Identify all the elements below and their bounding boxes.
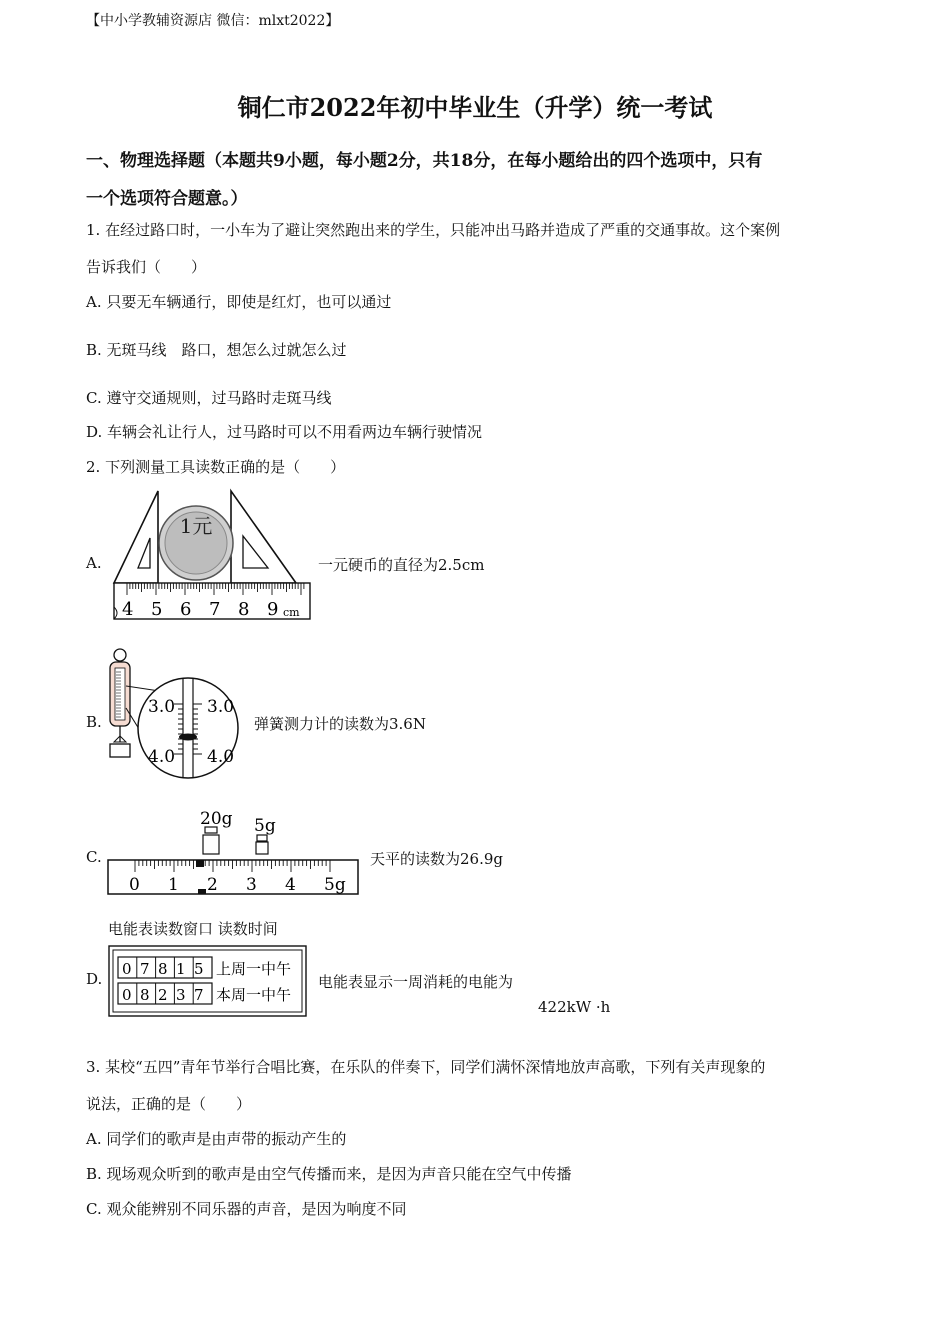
beam-num-0: 0 xyxy=(129,875,140,895)
q3-option-a: A. 同学们的歌声是由声带的振动产生的 xyxy=(86,1130,347,1148)
weight-5g-icon xyxy=(256,842,268,854)
meter-row1-digit-2: 7 xyxy=(140,960,150,978)
meter-row2-digit-3: 2 xyxy=(158,986,168,1004)
q1-option-b: B. 无斑马线 路口，想怎么过就怎么过 xyxy=(86,341,347,359)
q3-option-b: B. 现场观众听到的歌声是由空气传播而来，是因为声音只能在空气中传播 xyxy=(86,1165,572,1183)
q2-option-d-value: 422kW ·h xyxy=(538,998,611,1016)
q2-option-a-label: A. xyxy=(86,554,102,572)
spring-scale-figure xyxy=(104,646,250,786)
coin-ruler-figure xyxy=(106,488,318,624)
q2-option-c-text: 天平的读数为26.9g xyxy=(370,850,504,868)
ruler-num-5: 5 xyxy=(151,599,163,620)
meter-row1-digit-3: 8 xyxy=(158,960,168,978)
weight-label-5g: 5g xyxy=(254,816,276,836)
scale-weight xyxy=(110,744,130,757)
q1-stem-line2: 告诉我们（ ） xyxy=(86,258,207,276)
rider-top xyxy=(196,860,204,867)
scale-label-bottom-left: 4.0 xyxy=(148,747,176,767)
meter-caption: 电能表读数窗口 读数时间 xyxy=(108,920,278,938)
balance-beam xyxy=(108,860,358,894)
q2-option-d-label: D. xyxy=(86,970,103,988)
scale-hook-top xyxy=(114,649,126,661)
q2-option-d-text: 电能表显示一周消耗的电能为 xyxy=(318,973,514,991)
beam-num-2: 2 xyxy=(207,875,218,895)
meter-row1-digit-4: 1 xyxy=(176,960,186,978)
ruler-num-6: 6 xyxy=(180,599,192,620)
beam-num-4: 4 xyxy=(285,875,296,895)
ruler-num-4: 4 xyxy=(122,599,134,620)
electricity-meter-figure xyxy=(107,944,309,1018)
q2-option-b-label: B. xyxy=(86,713,102,731)
q2-option-a-text: 一元硬币的直径为2.5cm xyxy=(318,556,485,574)
coin-label: 1元 xyxy=(179,514,213,538)
q1-option-c: C. 遵守交通规则，过马路时走斑马线 xyxy=(86,389,332,407)
q3-option-c: C. 观众能辨别不同乐器的声音，是因为响度不同 xyxy=(86,1200,407,1218)
scale-label-bottom-right: 4.0 xyxy=(207,747,235,767)
scale-label-top-right: 3.0 xyxy=(207,697,235,717)
scale-label-top-left: 3.0 xyxy=(148,697,176,717)
q1-option-d: D. 车辆会礼让行人，过马路时可以不用看两边车辆行驶情况 xyxy=(86,423,483,441)
page-title: 铜仁市2022年初中毕业生（升学）统一考试 xyxy=(237,93,713,122)
weight-20g-icon xyxy=(203,835,219,854)
meter-row2-digit-2: 8 xyxy=(140,986,150,1004)
balance-figure xyxy=(104,804,366,900)
beam-num-1: 1 xyxy=(168,875,179,895)
ruler-unit: cm xyxy=(283,606,300,619)
scale-pointer xyxy=(179,734,197,741)
q2-stem: 2. 下列测量工具读数正确的是（ ） xyxy=(86,458,346,476)
q2-option-b-text: 弹簧测力计的读数为3.6N xyxy=(254,715,426,733)
beam-num-5g: 5g xyxy=(324,875,346,895)
meter-row2-digit-4: 3 xyxy=(176,986,186,1004)
ruler-num-7: 7 xyxy=(209,599,221,620)
weight-label-20g: 20g xyxy=(200,809,233,829)
meter-row1-digit-5: 5 xyxy=(194,960,204,978)
q3-stem-line1: 3. 某校“五四”青年节举行合唱比赛，在乐队的伴奏下，同学们满怀深情地放声高歌，下列有关声现象的 xyxy=(86,1058,766,1076)
left-triangle xyxy=(114,491,158,583)
ruler-num-9: 9 xyxy=(267,599,279,620)
ruler-num-8: 8 xyxy=(238,599,250,620)
q3-stem-line2: 说法，正确的是（ ） xyxy=(86,1095,252,1113)
beam-num-3: 3 xyxy=(246,875,257,895)
meter-row2-time: 本周一中午 xyxy=(216,986,292,1004)
meter-row2-digit-5: 7 xyxy=(194,986,204,1004)
meter-row2-digit-1: 0 xyxy=(122,986,132,1004)
section-heading-line1: 一、物理选择题（本题共9小题，每小题2分，共18分，在每小题给出的四个选项中，只有 xyxy=(86,151,763,171)
meter-row1-time: 上周一中午 xyxy=(216,960,292,978)
q2-option-c-label: C. xyxy=(86,848,102,866)
right-triangle xyxy=(231,491,296,583)
left-triangle-inner xyxy=(138,538,150,568)
q1-option-a: A. 只要无车辆通行，即使是红灯，也可以通过 xyxy=(86,293,392,311)
right-triangle-inner xyxy=(243,536,268,568)
rider-bottom xyxy=(198,889,206,894)
q1-stem-line1: 1. 在经过路口时，一小车为了避让突然跑出来的学生，只能冲出马路并造成了严重的交通事故。这个案例 xyxy=(86,221,781,239)
section-heading-line2: 一个选项符合题意。） xyxy=(86,189,248,209)
header-tag: 【中小学教辅资源店 微信：mlxt2022】 xyxy=(86,13,340,29)
meter-row1-digit-1: 0 xyxy=(122,960,132,978)
